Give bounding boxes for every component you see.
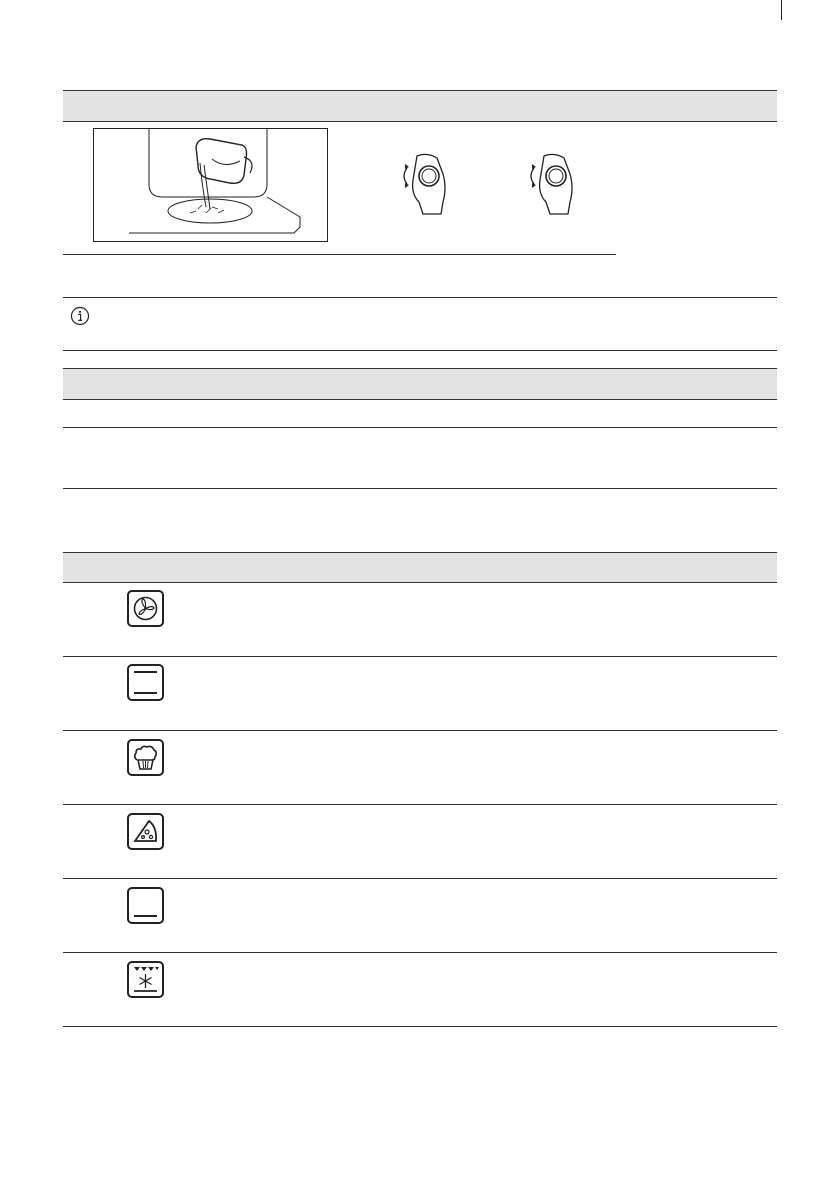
conventional-heating-icon: [127, 664, 164, 701]
info-icon: [70, 306, 90, 326]
note-bottom-rule: [63, 350, 777, 351]
steam-muffin-icon: [127, 739, 164, 776]
table-rule: [63, 878, 777, 879]
table-rule: [63, 730, 777, 731]
turn-knob-hand-icon: [393, 150, 453, 218]
defrost-icon: [127, 961, 164, 998]
table-header-bar: [63, 552, 777, 583]
turn-knob-hand-icon: [520, 150, 580, 218]
table-rule: [63, 952, 777, 953]
table-rule: [63, 1026, 777, 1027]
table-rule: [63, 488, 777, 489]
table-rule: [63, 804, 777, 805]
bottom-heat-icon: [127, 887, 164, 924]
table-rule: [63, 254, 616, 255]
table-header-bar: [63, 90, 777, 122]
pouring-water-illustration: [93, 128, 328, 242]
table-rule: [63, 656, 777, 657]
pizza-function-icon: [127, 813, 164, 850]
fan-heating-icon: [127, 590, 164, 627]
note-top-rule: [63, 297, 777, 298]
table-rule: [63, 427, 777, 428]
table-header-bar: [63, 368, 777, 400]
crop-mark: [781, 0, 782, 20]
